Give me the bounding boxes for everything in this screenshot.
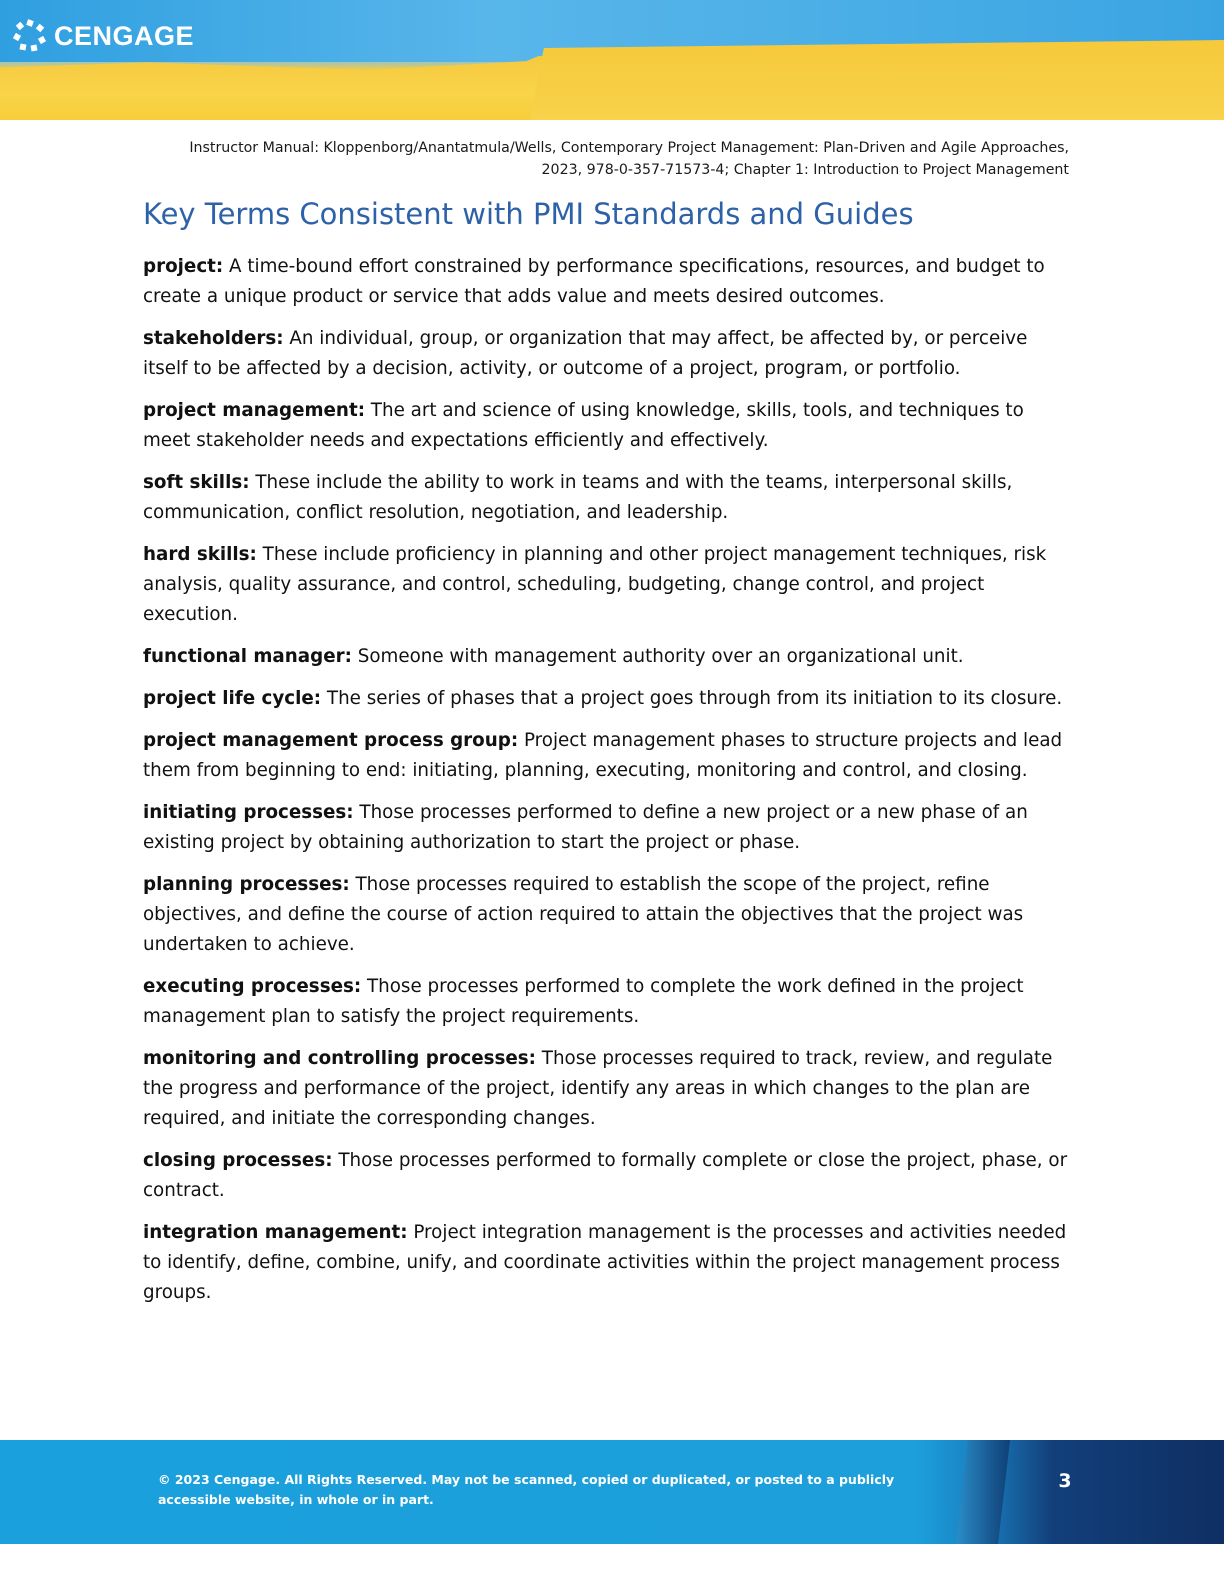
key-term-definition: These include proficiency in planning and other project management techniques, risk analysis, quality assurance, and control, scheduling, budgeting, change control, and project execution.	[143, 544, 1047, 625]
banner-yellow-band-right	[530, 40, 1224, 120]
key-term-label: closing processes:	[143, 1150, 333, 1171]
key-term-item	[143, 1146, 1073, 1206]
key-term-item	[143, 642, 1073, 672]
key-term-label: planning processes:	[143, 874, 350, 895]
key-term-label: monitoring and controlling processes:	[143, 1048, 536, 1069]
key-term-label: project:	[143, 256, 224, 277]
key-term-item	[143, 324, 1073, 384]
key-term-definition: Those processes required to establish the scope of the project, refine objectives, and define the course of action required to attain the objectives that the project was undertaken to achieve.	[143, 874, 1024, 955]
key-term-item	[143, 1218, 1073, 1308]
page-title: Key Terms Consistent with PMI Standards and Guides	[143, 197, 914, 231]
key-terms-list	[143, 252, 1073, 1320]
key-term-label: integration management:	[143, 1222, 408, 1243]
key-term-definition: Project management phases to structure projects and lead them from beginning to end: initiating, planning, executing, monitoring and control, and closing.	[143, 730, 1063, 781]
key-term-item	[143, 684, 1073, 714]
key-term-item	[143, 972, 1073, 1032]
key-term-definition: The series of phases that a project goes through from its initiation to its closure.	[321, 688, 1063, 709]
key-term-item	[143, 798, 1073, 858]
copyright-notice: © 2023 Cengage. All Rights Reserved. May not be scanned, copied or duplicated, or posted to a publicly accessible website, in whole or in part.	[158, 1472, 895, 1507]
key-term-item	[143, 396, 1073, 456]
key-term-definition: These include the ability to work in teams and with the teams, interpersonal skills, communication, conflict resolution, negotiation, and leadership.	[143, 472, 1013, 523]
key-term-definition: A time-bound effort constrained by performance specifications, resources, and budget to create a unique product or service that adds value and meets desired outcomes.	[143, 256, 1045, 307]
key-term-definition: Those processes performed to define a new project or a new phase of an existing project by obtaining authorization to start the project or phase.	[143, 802, 1028, 853]
key-term-item	[143, 1044, 1073, 1134]
key-term-item	[143, 726, 1073, 786]
key-term-label: functional manager:	[143, 646, 352, 667]
cengage-logo-icon	[12, 18, 48, 54]
key-term-label: stakeholders:	[143, 328, 284, 349]
key-term-definition: The art and science of using knowledge, skills, tools, and techniques to meet stakeholder needs and expectations efficiently and effectively.	[143, 400, 1024, 451]
key-term-label: executing processes:	[143, 976, 362, 997]
key-term-label: project management process group:	[143, 730, 519, 751]
key-term-definition: Those processes performed to complete the work defined in the project management plan to satisfy the project requirements.	[143, 976, 1024, 1027]
key-term-label: initiating processes:	[143, 802, 354, 823]
key-term-label: project management:	[143, 400, 365, 421]
key-term-definition: Someone with management authority over an organizational unit.	[351, 646, 964, 667]
running-header-line-1: Instructor Manual: Kloppenborg/Anantatmula/Wells, Contemporary Project Management: Plan-Driven and Agile Approaches,	[189, 140, 1069, 156]
cengage-logo	[12, 18, 194, 54]
logo-text: CENGAGE	[54, 20, 195, 51]
key-term-label: hard skills:	[143, 544, 257, 565]
key-term-label: soft skills:	[143, 472, 250, 493]
key-term-label: project life cycle:	[143, 688, 322, 709]
key-term-definition: Those processes required to track, review, and regulate the progress and performance of the project, identify any areas in which changes to the plan are required, and initiate the corresponding changes.	[143, 1048, 1053, 1129]
key-term-item	[143, 870, 1073, 960]
footer-streak	[950, 1440, 1010, 1544]
header-banner	[0, 0, 1224, 120]
running-header	[140, 137, 1069, 181]
key-term-item	[143, 540, 1073, 630]
key-term-item	[143, 468, 1073, 528]
key-term-definition: Project integration management is the processes and activities needed to identify, define, combine, unify, and coordinate activities within the project management process groups.	[143, 1222, 1067, 1303]
running-header-line-2: 2023, 978-0-357-71573-4; Chapter 1: Introduction to Project Management	[541, 162, 1069, 178]
page-number: 3	[1058, 1470, 1072, 1492]
key-term-item	[143, 252, 1073, 312]
key-term-definition: Those processes performed to formally complete or close the project, phase, or contract.	[143, 1150, 1068, 1201]
key-term-definition: An individual, group, or organization that may affect, be affected by, or perceive itself to be affected by a decision, activity, or outcome of a project, program, or portfolio.	[143, 328, 1028, 379]
